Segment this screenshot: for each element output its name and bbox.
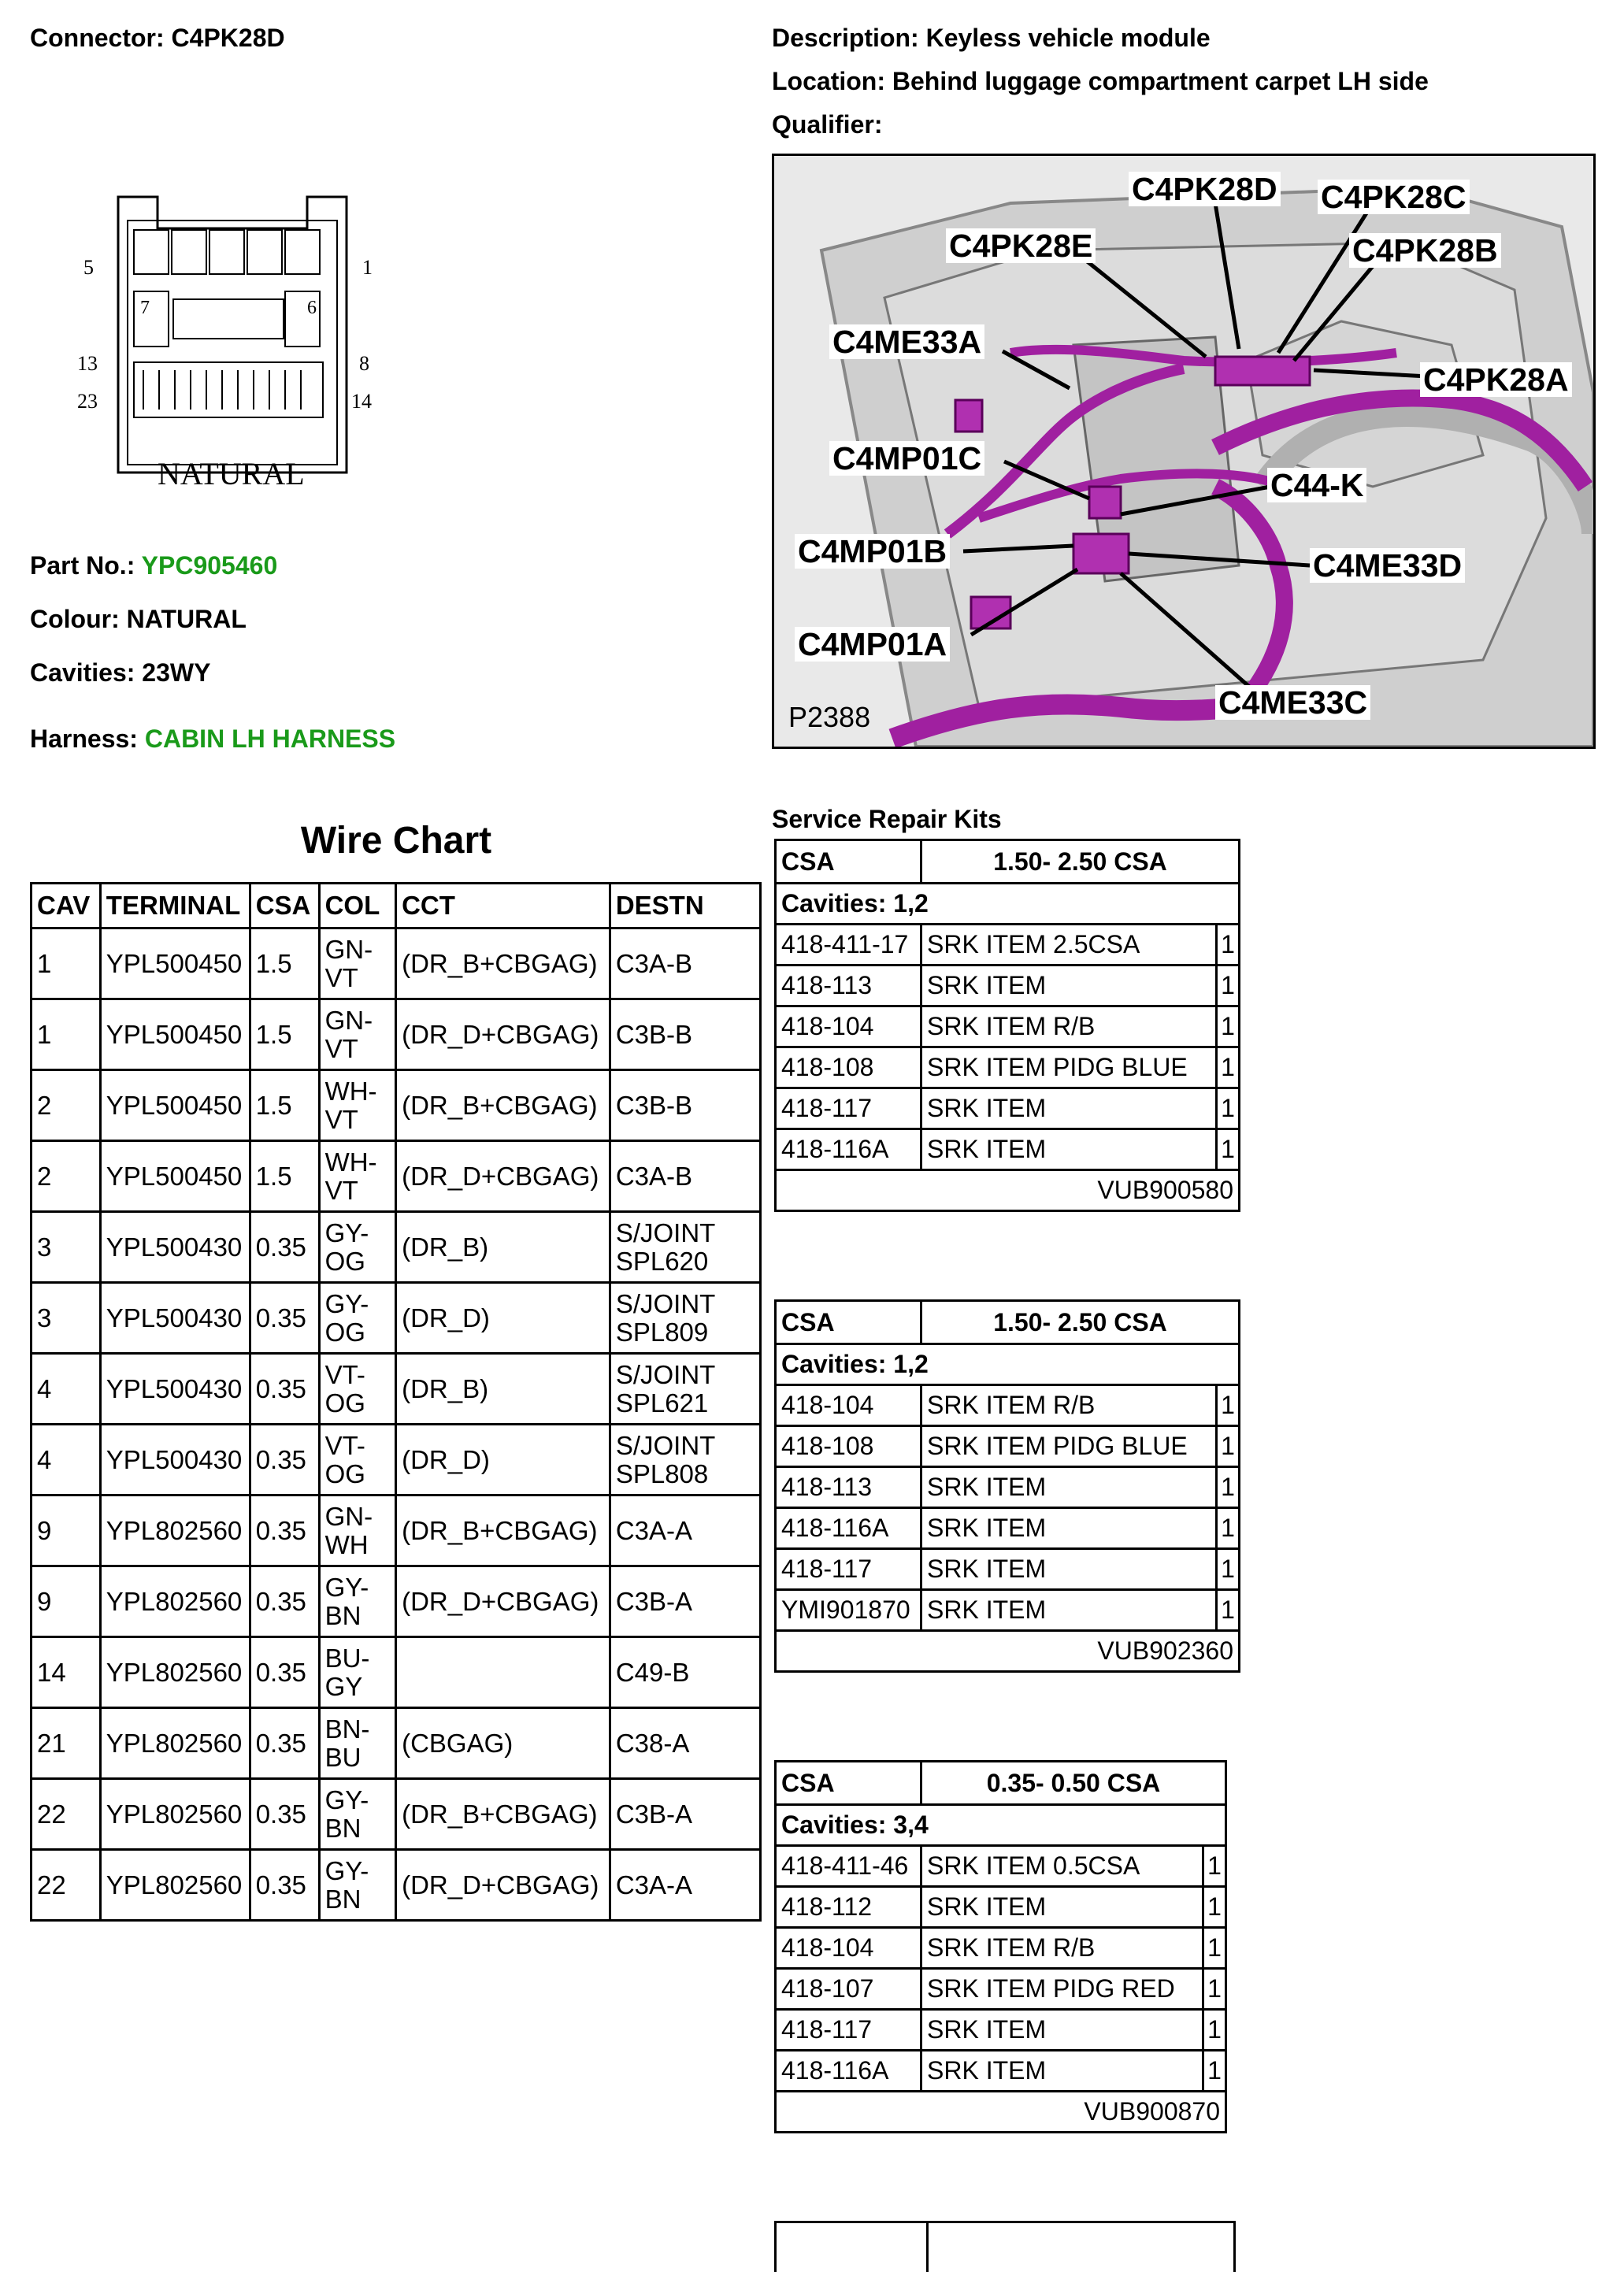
callout-c44-k: C44-K (1267, 468, 1366, 502)
pin-label-14: 14 (351, 390, 372, 413)
kit-item-desc: SRK ITEM R/B (921, 1928, 1203, 1969)
kit-item-part: YMI901870 (776, 1590, 921, 1631)
kit-item-row (776, 2051, 1226, 2092)
cell-csa: 0.35 (250, 1283, 319, 1354)
table-row (32, 1779, 761, 1850)
callout-c4me33c: C4ME33C (1215, 685, 1370, 720)
kit-item-part: 418-411-46 (776, 1846, 921, 1887)
cell-csa: 1.5 (250, 1070, 319, 1141)
kit-item-qty: 1 (1217, 1508, 1240, 1549)
cell-col: BN- BU (319, 1708, 396, 1779)
kit-item-row (776, 1969, 1226, 2010)
cell-destn: C3A-A (610, 1850, 760, 1921)
cell-cct: (DR_D+CBGAG) (396, 1850, 610, 1921)
cell-destn: C3A-B (610, 1141, 760, 1212)
kit-csa-value: 0.35- 0.50 CSA (921, 1762, 1226, 1805)
cell-csa: 1.5 (250, 928, 319, 999)
cell-cav: 14 (32, 1637, 101, 1708)
cell-csa: 0.35 (250, 1496, 319, 1566)
kit-item-row (776, 1590, 1240, 1631)
kit-item-row (776, 1887, 1226, 1928)
kit-header-row (776, 840, 1240, 884)
cell-cav: 3 (32, 1283, 101, 1354)
cell-col: WH- VT (319, 1070, 396, 1141)
location-label: Location: Behind luggage compartment carpet LH side (772, 67, 1429, 95)
cell-destn: S/JOINT SPL809 (610, 1283, 760, 1354)
kit-item-row (776, 1129, 1240, 1170)
kit-item-row (776, 1928, 1226, 1969)
callout-c4mp01c: C4MP01C (829, 441, 984, 476)
kit-item-part: 418-116A (776, 2051, 921, 2092)
cell-col: VT- OG (319, 1425, 396, 1496)
table-row (32, 1283, 761, 1354)
service-kit-table (774, 839, 1240, 1212)
wire-chart-header-row (32, 884, 761, 928)
cell-cav: 22 (32, 1779, 101, 1850)
kit-item-part: 418-107 (776, 1969, 921, 2010)
pin-label-8: 8 (359, 352, 369, 375)
cell-col: BU- GY (319, 1637, 396, 1708)
cell-cct: (DR_B+CBGAG) (396, 1779, 610, 1850)
cell-cct: (CBGAG) (396, 1708, 610, 1779)
table-row (32, 1496, 761, 1566)
cell-cct: (DR_B+CBGAG) (396, 1070, 610, 1141)
table-row (32, 1141, 761, 1212)
cell-cav: 1 (32, 999, 101, 1070)
col-header-terminal: TERMINAL (100, 884, 250, 928)
col-header-cct: CCT (396, 884, 610, 928)
kit-item-qty: 1 (1217, 1047, 1240, 1088)
connector-label: Connector: C4PK28D (30, 24, 285, 52)
cell-cav: 1 (32, 928, 101, 999)
cell-cct: (DR_D) (396, 1425, 610, 1496)
callout-c4me33d: C4ME33D (1310, 548, 1465, 583)
cell-cav: 4 (32, 1425, 101, 1496)
kit-csa-value: 1.50- 2.50 CSA (921, 840, 1240, 884)
next-kit-divider (926, 2223, 929, 2272)
part-number (30, 551, 277, 580)
kit-item-qty: 1 (1217, 1385, 1240, 1426)
kit-item-desc: SRK ITEM (921, 1887, 1203, 1928)
kit-item-qty: 1 (1217, 1088, 1240, 1129)
cell-cct (396, 1637, 610, 1708)
cell-terminal: YPL500430 (100, 1212, 250, 1283)
kit-item-part: 418-116A (776, 1508, 921, 1549)
cell-destn: C3A-B (610, 928, 760, 999)
kit-item-qty: 1 (1217, 925, 1240, 966)
table-row (32, 1850, 761, 1921)
kit-item-part: 418-104 (776, 1385, 921, 1426)
kit-item-row (776, 1846, 1226, 1887)
callout-c4pk28d: C4PK28D (1129, 172, 1281, 206)
cell-destn: C3B-B (610, 1070, 760, 1141)
kit-item-part: 418-104 (776, 1006, 921, 1047)
harness (30, 725, 395, 754)
cell-col: GN- WH (319, 1496, 396, 1566)
col-header-col: COL (319, 884, 396, 928)
cell-col: GN- VT (319, 999, 396, 1070)
cell-destn: S/JOINT SPL620 (610, 1212, 760, 1283)
callout-c4pk28c: C4PK28C (1318, 180, 1470, 214)
kit-item-part: 418-112 (776, 1887, 921, 1928)
kit-item-row (776, 2010, 1226, 2051)
harness-label: Harness: (30, 725, 138, 753)
cell-destn: C49-B (610, 1637, 760, 1708)
kit-item-desc: SRK ITEM (921, 1088, 1217, 1129)
kit-number: VUB902360 (776, 1631, 1240, 1672)
next-kit-table-partial (774, 2221, 1236, 2272)
cell-col: GN- VT (319, 928, 396, 999)
callout-c4mp01b: C4MP01B (795, 534, 950, 569)
kit-item-desc: SRK ITEM 2.5CSA (921, 925, 1217, 966)
cell-csa: 1.5 (250, 999, 319, 1070)
cell-col: WH- VT (319, 1141, 396, 1212)
cell-col: GY- BN (319, 1850, 396, 1921)
kit-footer-row (776, 1170, 1240, 1211)
cell-cav: 2 (32, 1141, 101, 1212)
kit-number: VUB900870 (776, 2092, 1226, 2133)
cell-csa: 0.35 (250, 1212, 319, 1283)
cell-csa: 0.35 (250, 1354, 319, 1425)
photo-code: P2388 (788, 701, 871, 733)
cell-csa: 0.35 (250, 1708, 319, 1779)
pin-label-6: 6 (307, 298, 317, 318)
cell-cav: 22 (32, 1850, 101, 1921)
cell-cct: (DR_D) (396, 1283, 610, 1354)
kit-item-row (776, 1467, 1240, 1508)
kit-cavities-row (776, 1805, 1226, 1846)
description-label: Description: Keyless vehicle module (772, 24, 1211, 52)
kit-item-qty: 1 (1203, 1846, 1226, 1887)
kit-header-row (776, 1301, 1240, 1344)
service-kits-title: Service Repair Kits (772, 805, 1002, 833)
kit-item-qty: 1 (1217, 1006, 1240, 1047)
kit-item-row (776, 966, 1240, 1006)
kit-csa-label: CSA (776, 840, 921, 884)
pin-label-13: 13 (77, 352, 98, 375)
cavities-label: Cavities: 23WY (30, 658, 211, 687)
kit-item-part: 418-117 (776, 1088, 921, 1129)
table-row (32, 999, 761, 1070)
kit-item-qty: 1 (1203, 1969, 1226, 2010)
kit-header-row (776, 1762, 1226, 1805)
cell-cct: (DR_D+CBGAG) (396, 1566, 610, 1637)
cell-terminal: YPL802560 (100, 1496, 250, 1566)
kit-item-part: 418-104 (776, 1928, 921, 1969)
kit-item-desc: SRK ITEM (921, 1590, 1217, 1631)
kit-item-part: 418-113 (776, 966, 921, 1006)
cell-cct: (DR_D+CBGAG) (396, 1141, 610, 1212)
kit-item-desc: SRK ITEM R/B (921, 1006, 1217, 1047)
kit-item-desc: SRK ITEM R/B (921, 1385, 1217, 1426)
kit-csa-value: 1.50- 2.50 CSA (921, 1301, 1240, 1344)
cell-terminal: YPL500430 (100, 1425, 250, 1496)
cell-terminal: YPL802560 (100, 1708, 250, 1779)
kit-footer-row (776, 2092, 1226, 2133)
cell-destn: C38-A (610, 1708, 760, 1779)
cell-cav: 3 (32, 1212, 101, 1283)
kit-item-desc: SRK ITEM (921, 1467, 1217, 1508)
part-number-value: YPC905460 (141, 551, 278, 580)
table-row (32, 1566, 761, 1637)
cell-destn: C3A-A (610, 1496, 760, 1566)
kit-item-desc: SRK ITEM (921, 1508, 1217, 1549)
cell-csa: 1.5 (250, 1141, 319, 1212)
table-row (32, 1637, 761, 1708)
kit-item-row (776, 1385, 1240, 1426)
pin-label-7: 7 (140, 298, 150, 318)
kit-item-part: 418-113 (776, 1467, 921, 1508)
col-header-destn: DESTN (610, 884, 760, 928)
kit-item-qty: 1 (1203, 2010, 1226, 2051)
kit-item-row (776, 1549, 1240, 1590)
cell-terminal: YPL500430 (100, 1354, 250, 1425)
kit-item-desc: SRK ITEM 0.5CSA (921, 1846, 1203, 1887)
cell-cav: 4 (32, 1354, 101, 1425)
kit-item-row (776, 1088, 1240, 1129)
cell-terminal: YPL500450 (100, 999, 250, 1070)
kit-item-qty: 1 (1217, 1467, 1240, 1508)
cell-cct: (DR_D+CBGAG) (396, 999, 610, 1070)
kit-item-desc: SRK ITEM (921, 966, 1217, 1006)
callout-c4mp01a: C4MP01A (795, 627, 950, 662)
kit-cavities: Cavities: 1,2 (776, 1344, 1240, 1385)
cell-col: GY- BN (319, 1566, 396, 1637)
cell-terminal: YPL802560 (100, 1566, 250, 1637)
pin-label-23: 23 (77, 390, 98, 413)
kit-item-part: 418-117 (776, 2010, 921, 2051)
callout-c4me33a: C4ME33A (829, 324, 984, 359)
cell-cav: 9 (32, 1496, 101, 1566)
cell-destn: C3B-A (610, 1566, 760, 1637)
kit-item-part: 418-116A (776, 1129, 921, 1170)
kit-csa-label: CSA (776, 1762, 921, 1805)
kit-item-qty: 1 (1217, 1549, 1240, 1590)
kit-cavities-row (776, 1344, 1240, 1385)
col-header-csa: CSA (250, 884, 319, 928)
cell-csa: 0.35 (250, 1779, 319, 1850)
kit-item-desc: SRK ITEM (921, 2010, 1203, 2051)
kit-item-qty: 1 (1203, 1887, 1226, 1928)
cell-terminal: YPL500450 (100, 1070, 250, 1141)
cell-destn: C3B-A (610, 1779, 760, 1850)
kit-item-desc: SRK ITEM PIDG BLUE (921, 1426, 1217, 1467)
kit-item-desc: SRK ITEM PIDG RED (921, 1969, 1203, 2010)
kit-item-part: 418-108 (776, 1047, 921, 1088)
connector-face-diagram (71, 181, 402, 496)
cell-terminal: YPL802560 (100, 1850, 250, 1921)
cell-cav: 21 (32, 1708, 101, 1779)
cell-col: VT- OG (319, 1354, 396, 1425)
kit-cavities-row (776, 884, 1240, 925)
kit-item-qty: 1 (1217, 1426, 1240, 1467)
cell-terminal: YPL802560 (100, 1637, 250, 1708)
kit-number: VUB900580 (776, 1170, 1240, 1211)
cell-destn: C3B-B (610, 999, 760, 1070)
cell-csa: 0.35 (250, 1566, 319, 1637)
cell-terminal: YPL500430 (100, 1283, 250, 1354)
cell-col: GY- OG (319, 1212, 396, 1283)
harness-value: CABIN LH HARNESS (144, 725, 396, 753)
part-number-label: Part No.: (30, 551, 135, 580)
table-row (32, 1708, 761, 1779)
kit-item-qty: 1 (1217, 1129, 1240, 1170)
cell-col: GY- OG (319, 1283, 396, 1354)
cell-cct: (DR_B+CBGAG) (396, 928, 610, 999)
kit-item-part: 418-108 (776, 1426, 921, 1467)
table-row (32, 1070, 761, 1141)
kit-item-row (776, 1508, 1240, 1549)
cell-cct: (DR_B) (396, 1212, 610, 1283)
kit-item-desc: SRK ITEM (921, 1129, 1217, 1170)
cell-destn: S/JOINT SPL808 (610, 1425, 760, 1496)
kit-item-part: 418-117 (776, 1549, 921, 1590)
cell-csa: 0.35 (250, 1850, 319, 1921)
callout-c4pk28b: C4PK28B (1349, 233, 1501, 268)
kit-footer-row (776, 1631, 1240, 1672)
kit-item-part: 418-411-17 (776, 925, 921, 966)
callout-c4pk28a: C4PK28A (1420, 362, 1572, 397)
kit-item-qty: 1 (1203, 1928, 1226, 1969)
kit-item-desc: SRK ITEM PIDG BLUE (921, 1047, 1217, 1088)
wire-chart-table (30, 882, 762, 1922)
cell-col: GY- BN (319, 1779, 396, 1850)
cell-csa: 0.35 (250, 1637, 319, 1708)
location-photo (772, 154, 1596, 749)
cell-terminal: YPL802560 (100, 1779, 250, 1850)
cell-csa: 0.35 (250, 1425, 319, 1496)
colour-label: Colour: NATURAL (30, 605, 247, 633)
table-row (32, 928, 761, 999)
cell-cct: (DR_B) (396, 1354, 610, 1425)
pin-label-1: 1 (362, 256, 373, 279)
service-kit-table (774, 1760, 1227, 2133)
table-row (32, 1425, 761, 1496)
kit-item-qty: 1 (1217, 966, 1240, 1006)
cell-terminal: YPL500450 (100, 928, 250, 999)
cell-cav: 2 (32, 1070, 101, 1141)
service-kit-table (774, 1299, 1240, 1673)
kit-item-qty: 1 (1203, 2051, 1226, 2092)
cell-cct: (DR_B+CBGAG) (396, 1496, 610, 1566)
cell-destn: S/JOINT SPL621 (610, 1354, 760, 1425)
kit-item-qty: 1 (1217, 1590, 1240, 1631)
kit-cavities: Cavities: 3,4 (776, 1805, 1226, 1846)
qualifier-label: Qualifier: (772, 110, 883, 139)
kit-item-row (776, 1047, 1240, 1088)
table-row (32, 1354, 761, 1425)
callout-c4pk28e: C4PK28E (946, 228, 1096, 263)
kit-item-desc: SRK ITEM (921, 1549, 1217, 1590)
table-row (32, 1212, 761, 1283)
kit-item-row (776, 1006, 1240, 1047)
col-header-cav: CAV (32, 884, 101, 928)
kit-cavities: Cavities: 1,2 (776, 884, 1240, 925)
kit-item-row (776, 925, 1240, 966)
kit-item-row (776, 1426, 1240, 1467)
cell-terminal: YPL500450 (100, 1141, 250, 1212)
cell-cav: 9 (32, 1566, 101, 1637)
kit-item-desc: SRK ITEM (921, 2051, 1203, 2092)
connector-colour-caption: NATURAL (158, 456, 305, 491)
wire-chart-title: Wire Chart (300, 820, 492, 862)
kit-csa-label: CSA (776, 1301, 921, 1344)
pin-label-5: 5 (83, 256, 94, 279)
